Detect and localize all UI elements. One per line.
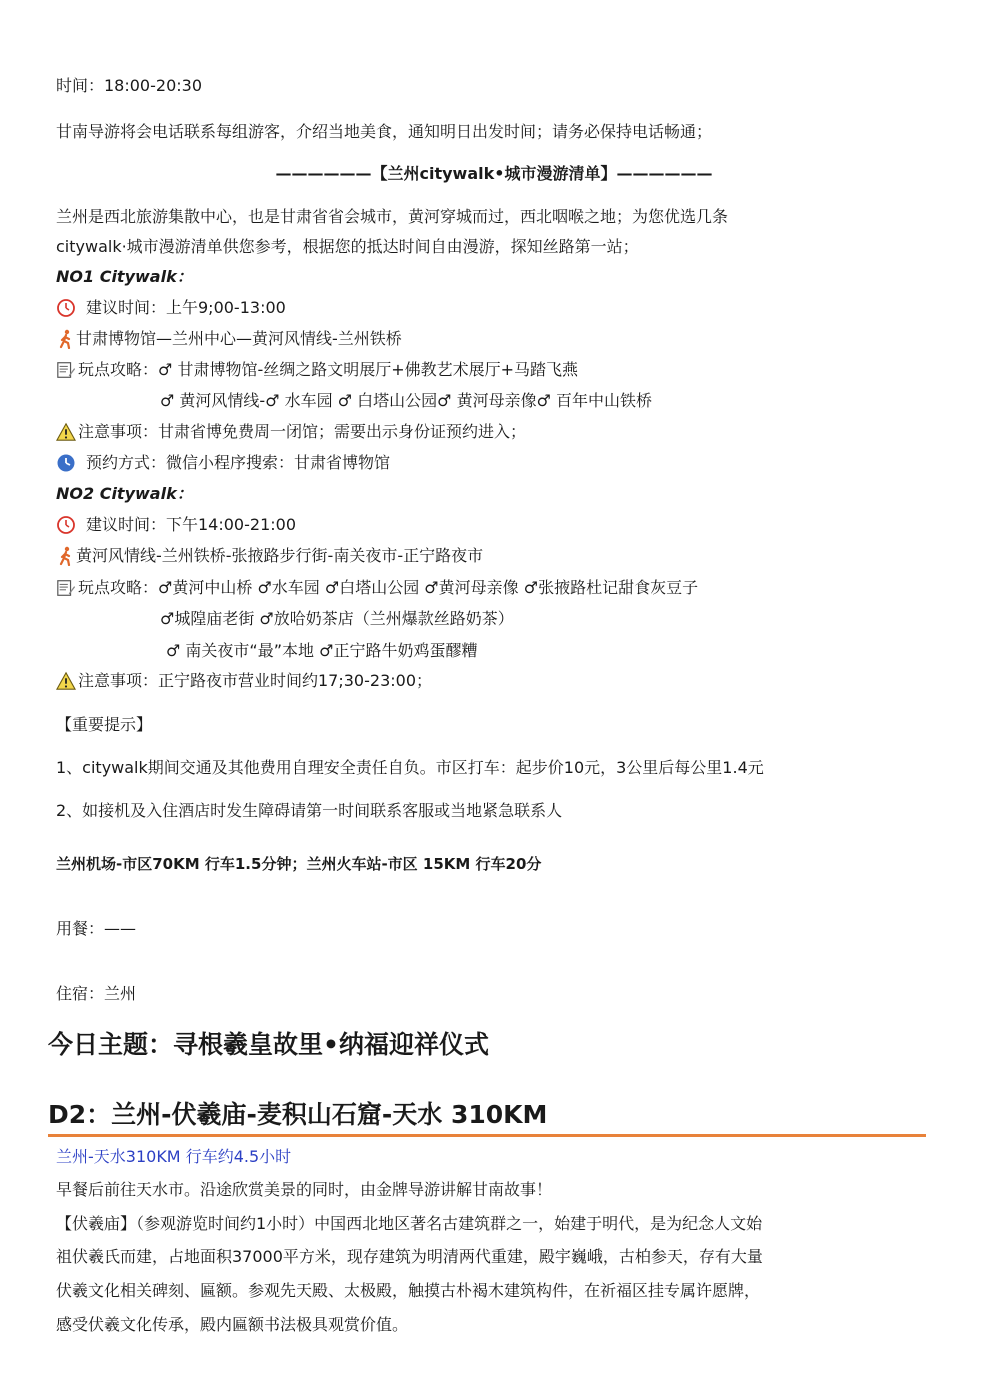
- no1-route: 甘肃博物馆—兰州中心—黄河风情线-兰州铁桥: [76, 329, 402, 348]
- no1-guide-label: 玩点攻略：: [78, 360, 159, 379]
- no2-route: 黄河风情线-兰州铁桥-张掖路步行街-南关夜市-正宁路夜市: [76, 546, 484, 565]
- time-line: 时间：18:00-20:30: [56, 76, 202, 95]
- intro-line-1: 兰州是西北旅游集散中心，也是甘肃省省会城市，黄河穿城而过，西北咽喉之地；为您优选几条: [56, 207, 729, 226]
- no2-guide-line-1: ♂黄河中山桥 ♂水车园 ♂白塔山公园 ♂黄河母亲像 ♂张掖路杜记甜食灰豆子: [158, 578, 699, 597]
- theme-heading: 今日主题：寻根羲皇故里•纳福迎祥仪式: [48, 1030, 489, 1059]
- no1-booking-row: [56, 452, 390, 474]
- no2-route-row: [56, 545, 483, 567]
- fuxi-line-4: 感受伏羲文化传承，殿内匾额书法极具观赏价值。: [56, 1315, 409, 1334]
- distance-line: 兰州机场-市区70KM 行车1.5分钟；兰州火车站-市区 15KM 行车20分: [56, 855, 542, 873]
- notepad-icon: [56, 578, 78, 598]
- no2-notice: 注意事项：正宁路夜市营业时间约17;30-23:00；: [78, 671, 432, 690]
- booking-clock-icon: [56, 453, 76, 473]
- no2-guide-line-3: ♂ 南关夜市“最”本地 ♂正宁路牛奶鸡蛋醪糟: [166, 641, 478, 660]
- no2-guide-label: 玩点攻略：: [78, 578, 159, 597]
- no1-guide-line-1: ♂ 甘肃博物馆-丝绸之路文明展厅+佛教艺术展厅+马踏飞燕: [158, 360, 579, 379]
- clock-icon: [56, 515, 76, 535]
- notepad-icon: [56, 360, 78, 380]
- divider: [48, 1134, 926, 1137]
- no1-notice: 注意事项：甘肃省博免费周一闭馆；需要出示身份证预约进入；: [78, 422, 527, 441]
- fuxi-line-3: 伏羲文化相关碑刻、匾额。参观先天殿、太极殿，触摸古朴褐木建筑构件，在祈福区挂专属许愿牌，: [56, 1281, 761, 1300]
- fuxi-line-1: 【伏羲庙】（参观游览时间约1小时）中国西北地区著名古建筑群之一，始建于明代，是为纪念人文始: [56, 1214, 763, 1233]
- meals: 用餐：——: [56, 919, 137, 938]
- no2-time-row: [56, 514, 296, 536]
- lodging: 住宿：兰州: [56, 984, 137, 1003]
- guide-notice: 甘南导游将会电话联系每组游客，介绍当地美食，通知明日出发时间；请务必保持电话畅通；: [56, 122, 713, 141]
- warning-icon: [56, 671, 78, 691]
- breakfast-line: 早餐后前往天水市。沿途欣赏美景的同时，由金牌导游讲解甘南故事！: [56, 1180, 553, 1199]
- citywalk-header: ——————【兰州citywalk•城市漫游清单】——————: [275, 164, 713, 183]
- no1-guide-line-2: ♂ 黄河风情线-♂ 水车园 ♂ 白塔山公园♂ 黄河母亲像♂ 百年中山铁桥: [160, 391, 653, 410]
- no2-time: 建议时间：下午14:00-21:00: [86, 515, 296, 534]
- no1-booking: 预约方式：微信小程序搜索：甘肃省博物馆: [86, 453, 391, 472]
- day-title: D2：兰州-伏羲庙-麦积山石窟-天水 310KM: [48, 1100, 548, 1129]
- clock-icon: [56, 298, 76, 318]
- no1-guide-row: [56, 359, 578, 381]
- important-2: 2、如接机及入住酒店时发生障碍请第一时间联系客服或当地紧急联系人: [56, 801, 563, 820]
- intro-line-2: citywalk·城市漫游清单供您参考，根据您的抵达时间自由漫游，探知丝路第一站；: [56, 237, 639, 256]
- no1-notice-row: [56, 421, 526, 443]
- no1-time: 建议时间：上午9;00-13:00: [86, 298, 286, 317]
- warning-icon: [56, 422, 78, 442]
- important-1: 1、citywalk期间交通及其他费用自理安全责任自负。市区打车：起步价10元，3公里后每公里1.4元: [56, 758, 764, 777]
- drive-info: 兰州-天水310KM 行车约4.5小时: [56, 1147, 292, 1166]
- walker-icon: [56, 546, 74, 566]
- no1-title: NO1 Citywalk：: [56, 267, 193, 286]
- important-title: 【重要提示】: [56, 715, 153, 734]
- no1-route-row: [56, 328, 402, 350]
- no2-notice-row: [56, 670, 432, 692]
- no2-guide-line-2: ♂城隍庙老街 ♂放哈奶茶店（兰州爆款丝路奶茶）: [160, 609, 514, 628]
- fuxi-line-2: 祖伏羲氏而建，占地面积37000平方米，现存建筑为明清两代重建，殿宇巍峨，古柏参天，存有大量: [56, 1247, 763, 1266]
- no1-time-row: [56, 297, 286, 319]
- walker-icon: [56, 329, 74, 349]
- no2-guide-row: [56, 577, 698, 599]
- no2-title: NO2 Citywalk：: [56, 484, 193, 503]
